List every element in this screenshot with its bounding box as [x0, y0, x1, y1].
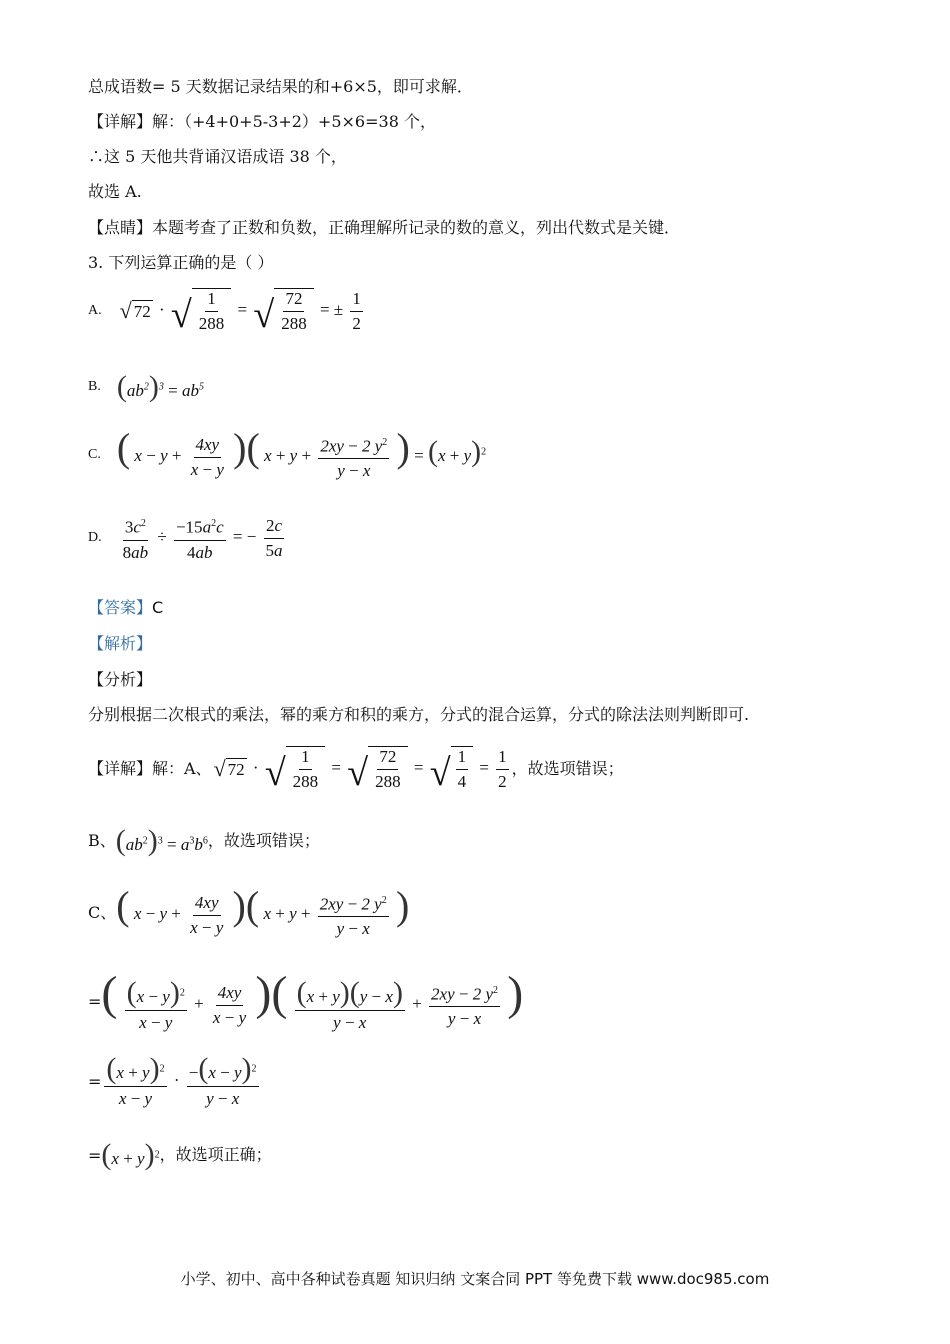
equals-sign: =: [88, 1145, 102, 1165]
text-line: 【详解】解：（+4+0+5-3+2）+5×6=38 个，: [88, 112, 436, 131]
detail-c-step1: [88, 967, 524, 1033]
equals-sign: =: [88, 1072, 102, 1091]
formula-c: ( x − y + $\frac{4xy}{x - y}$ )( x + y + $\frac{2xy - 2 y^2}{y - x}$ ) = $(x + y)^2$: [116, 425, 487, 481]
step1-formula: ( $\frac{(x - y)^2}{x - y}$ + $\frac{4xy}{x - y}$ )( $\frac{(x + y)(y - x)}{y - x}$ + $\frac{2xy - 2 y^2}{y - x}$ ): [101, 967, 524, 1032]
step3-formula: $(x + y)^2$: [101, 1138, 160, 1171]
fenxi-heading: 【分析】: [88, 670, 153, 689]
detail-c-step3: [88, 1140, 272, 1170]
detail-b-suffix: ，故选项错误；: [207, 831, 320, 850]
option-c-label: C.: [88, 446, 101, 462]
option-a: [88, 288, 366, 334]
text-line: 故选 A.: [88, 182, 142, 201]
analysis-heading: 【解析】: [88, 634, 153, 653]
step2-formula: $\frac{(x + y)^2}{x - y}$ · $\frac{-(x - y)^2}{y - x}$: [106, 1052, 257, 1108]
equals-sign: =: [88, 991, 102, 1011]
detail-c: [88, 883, 410, 939]
question-3: 3. 下列运算正确的是（ ）: [88, 253, 274, 272]
detail-c-step2: [88, 1054, 262, 1109]
option-b-label: B.: [88, 379, 101, 394]
detail-a-prefix: 【详解】解：A、: [88, 759, 212, 778]
detail-a: [88, 746, 624, 792]
answer-label: 【答案】: [88, 598, 153, 617]
formula-b: $(ab^2)^3 = ab^5$: [116, 370, 204, 403]
fenxi-text: 分别根据二次根式的乘法，幂的乘方和积的乘方，分式的混合运算，分式的除法法则判断即可.: [88, 705, 750, 724]
option-b: [88, 372, 204, 402]
answer-line: [88, 597, 163, 619]
formula-d: $\frac{3c^2}{8ab}$ ÷ $\frac{-15a^2c}{4ab}$ = − $\frac{2c}{5a}$: [122, 515, 283, 562]
option-c: [88, 425, 487, 481]
text-line: ∴这 5 天他共背诵汉语成语 38 个，: [88, 147, 347, 166]
detail-a-suffix: ，故选项错误；: [511, 759, 624, 778]
text-line: 【点睛】本题考查了正数和负数，正确理解所记录的数的意义，列出代数式是关键．: [88, 218, 681, 237]
detail-b-formula: $(ab^2)^3 = a^3b^6$: [115, 824, 208, 857]
option-d-label: D.: [88, 530, 102, 546]
formula-a: √ 72 · √ $\frac{1}{288}$ = √ $\frac{72}{288}$ = ± $\frac{1}{2}$: [119, 288, 361, 336]
detail-c-prefix: C、: [88, 902, 117, 922]
answer-value: C: [152, 598, 164, 617]
detail-c-suffix: ，故选项正确；: [159, 1145, 272, 1164]
option-d: [88, 514, 288, 563]
detail-b: [88, 826, 320, 856]
detail-a-formula: √ 72 · √ $\frac{1}{288}$ = √ $\frac{72}{288}$ = √ $\frac{1}{4}$ = $\frac{1}{2}$: [213, 746, 507, 794]
text-line: 总成语数= 5 天数据记录结果的和+6×5，即可求解．: [88, 77, 473, 96]
page-footer: 小学、初中、高中各种试卷真题 知识归纳 文案合同 PPT 等免费下载 www.doc985.com: [180, 1270, 770, 1288]
option-a-label: A.: [88, 303, 102, 318]
detail-c-formula: ( x − y + $\frac{4xy}{x - y}$ )( x + y + $\frac{2xy - 2 y^2}{y - x}$ ): [116, 883, 410, 939]
detail-b-prefix: B、: [88, 831, 116, 850]
